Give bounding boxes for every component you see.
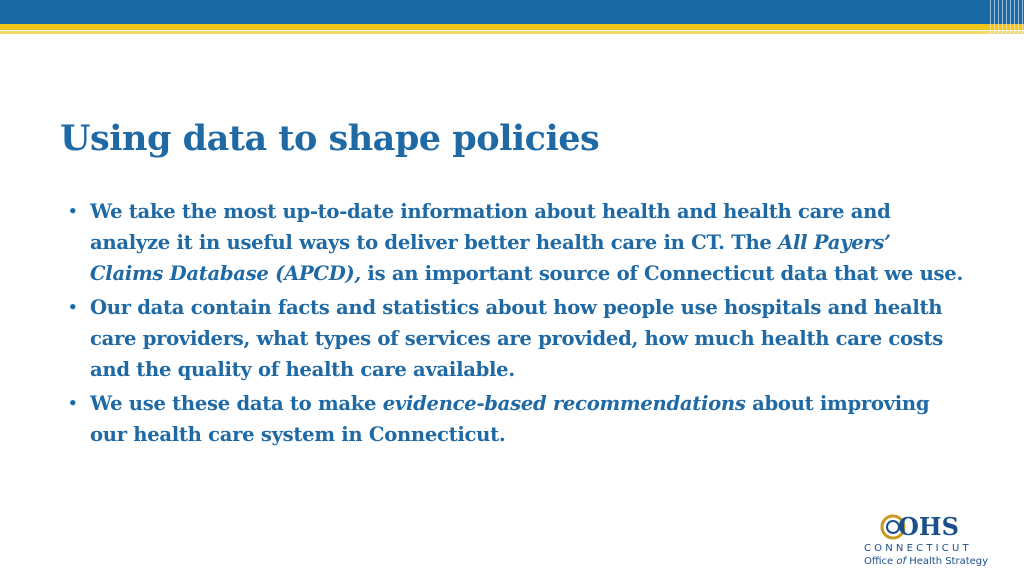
bullet-item bbox=[68, 388, 968, 450]
logo-ohs-text: OHS bbox=[898, 512, 959, 541]
header-band-yellow-thin bbox=[0, 31, 1024, 34]
logo-office-post: Health Strategy bbox=[906, 556, 989, 567]
logo-office-pre: Office bbox=[864, 556, 897, 567]
bullet-dot-icon: • bbox=[68, 298, 78, 316]
bullet-emphasis-text: All Payers’ Claims Database (APCD), bbox=[90, 231, 891, 285]
header-band bbox=[0, 0, 1024, 38]
header-band-blue bbox=[0, 0, 1024, 24]
logo-office-of: of bbox=[896, 556, 907, 567]
bullet-item bbox=[68, 292, 968, 385]
bullet-list bbox=[68, 196, 968, 453]
slide-title: Using data to shape policies bbox=[60, 118, 600, 159]
bullet-item bbox=[68, 196, 968, 289]
header-band-yellow bbox=[0, 24, 1024, 30]
bullet-text: is an important source of Connecticut data that we use. bbox=[360, 262, 963, 285]
bullet-emphasis-text: evidence-based recommendations bbox=[382, 392, 746, 415]
logo-state-text: CONNECTICUT bbox=[864, 543, 972, 554]
bullet-text: about improving our health care system in Connecticut. bbox=[90, 392, 930, 446]
bullet-dot-icon: • bbox=[68, 202, 78, 220]
bullet-text: We take the most up-to-date information about health and health care and analyze it in useful ways to deliver better health care in CT. The bbox=[90, 200, 891, 254]
bullet-text: Our data contain facts and statistics about how people use hospitals and health care providers, what types of services are provided, how much health care costs and the quality of health care available. bbox=[90, 296, 944, 381]
header-band-stripes bbox=[990, 0, 1024, 34]
logo-office-text bbox=[864, 556, 988, 567]
ohs-logo bbox=[858, 512, 989, 572]
bullet-dot-icon: • bbox=[68, 394, 78, 412]
bullet-text: We use these data to make bbox=[90, 392, 383, 415]
